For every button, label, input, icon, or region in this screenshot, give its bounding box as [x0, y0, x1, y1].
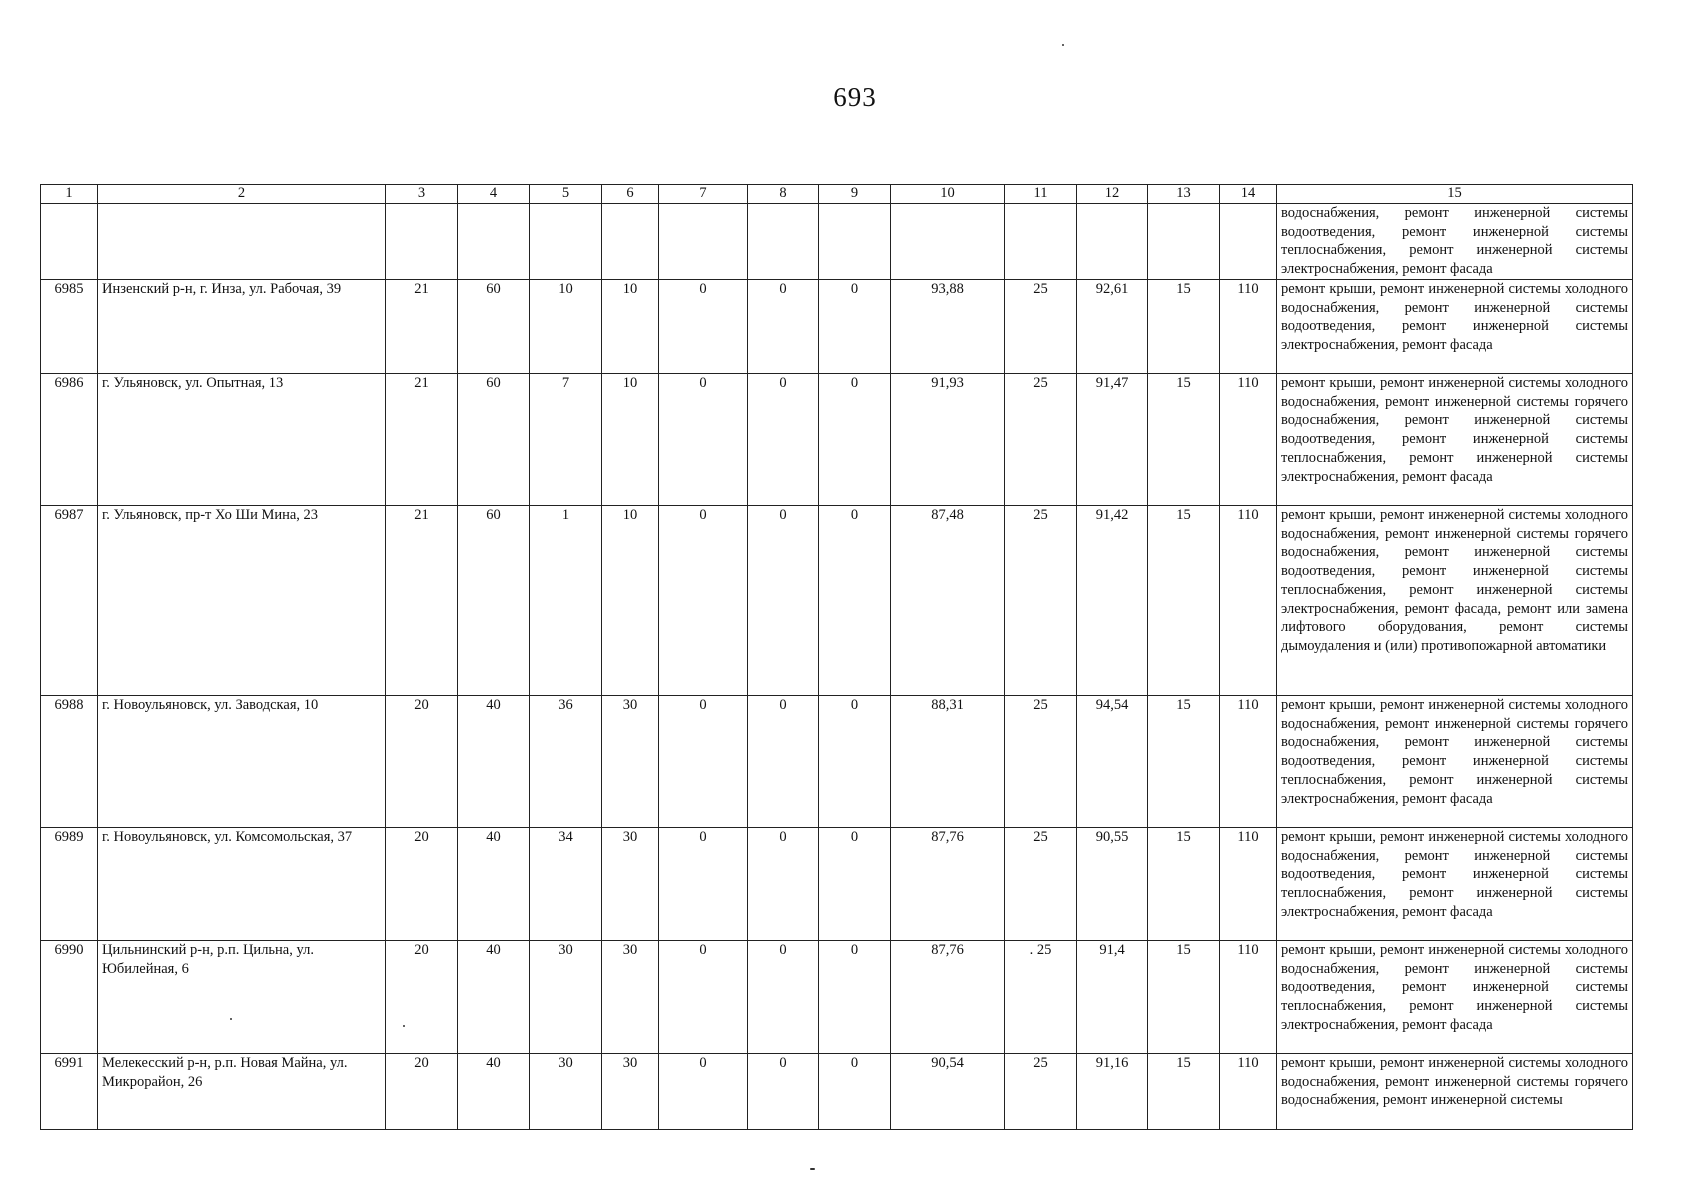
value-cell: 93,88	[891, 280, 1005, 374]
value-cell: 25	[1005, 506, 1077, 696]
works-cell: ремонт крыши, ремонт инженерной системы холодного водоснабжения, ремонт инженерной системы горячего водоснабжения, ремонт инженерной системы водоотведения, ремонт инженерной системы теплоснабжения, ремонт инженерной системы электроснабжения, ремонт фасада, ремонт или замена лифтового оборудования, ремонт системы дымоудаления и (или) противопожарной автоматики	[1277, 506, 1633, 696]
value-cell: 91,4	[1077, 941, 1148, 1054]
column-header: 11	[1005, 185, 1077, 204]
column-header: 7	[659, 185, 748, 204]
address-cell: г. Новоульяновск, ул. Заводская, 10	[98, 696, 386, 828]
value-cell: 30	[602, 941, 659, 1054]
value-cell: 20	[386, 696, 458, 828]
value-cell: 0	[819, 941, 891, 1054]
value-cell: 60	[458, 506, 530, 696]
row-id: 6991	[41, 1054, 98, 1130]
empty-cell	[458, 204, 530, 280]
value-cell: 30	[602, 696, 659, 828]
value-cell: 87,76	[891, 828, 1005, 941]
value-cell: 15	[1148, 828, 1220, 941]
value-cell: 0	[659, 506, 748, 696]
value-cell: 10	[530, 280, 602, 374]
value-cell: 0	[748, 374, 819, 506]
column-header: 2	[98, 185, 386, 204]
value-cell: 21	[386, 280, 458, 374]
value-cell: 90,55	[1077, 828, 1148, 941]
row-id: 6989	[41, 828, 98, 941]
empty-cell	[659, 204, 748, 280]
value-cell: 0	[748, 280, 819, 374]
value-cell: 40	[458, 941, 530, 1054]
value-cell: 87,76	[891, 941, 1005, 1054]
value-cell: 40	[458, 828, 530, 941]
row-id: 6986	[41, 374, 98, 506]
address-cell: Инзенский р-н, г. Инза, ул. Рабочая, 39	[98, 280, 386, 374]
value-cell: 21	[386, 374, 458, 506]
column-header: 10	[891, 185, 1005, 204]
value-cell: 40	[458, 696, 530, 828]
value-cell: 0	[659, 280, 748, 374]
table-row	[41, 374, 1633, 506]
value-cell: 0	[748, 1054, 819, 1130]
table-row	[41, 828, 1633, 941]
table-row	[41, 941, 1633, 1054]
value-cell: 20	[386, 828, 458, 941]
value-cell: 25	[1005, 1054, 1077, 1130]
value-cell: 91,93	[891, 374, 1005, 506]
value-cell: 10	[602, 374, 659, 506]
value-cell: 0	[819, 280, 891, 374]
value-cell: 110	[1220, 1054, 1277, 1130]
address-cell: г. Ульяновск, ул. Опытная, 13	[98, 374, 386, 506]
value-cell: 21	[386, 506, 458, 696]
empty-cell	[98, 204, 386, 280]
scan-speck	[230, 1018, 232, 1020]
works-cell: ремонт крыши, ремонт инженерной системы холодного водоснабжения, ремонт инженерной системы водоотведения, ремонт инженерной системы электроснабжения, ремонт фасада	[1277, 280, 1633, 374]
value-cell: 30	[530, 1054, 602, 1130]
value-cell: 15	[1148, 506, 1220, 696]
address-cell: Цильнинский р-н, р.п. Цильна, ул. Юбилейная, 6	[98, 941, 386, 1054]
value-cell: 30	[602, 1054, 659, 1130]
value-cell: 0	[819, 374, 891, 506]
column-header: 3	[386, 185, 458, 204]
row-id: 6985	[41, 280, 98, 374]
value-cell: 0	[659, 696, 748, 828]
works-cell: ремонт крыши, ремонт инженерной системы холодного водоснабжения, ремонт инженерной системы водоотведения, ремонт инженерной системы теплоснабжения, ремонт инженерной системы электроснабжения, ремонт фасада	[1277, 941, 1633, 1054]
address-cell: г. Новоульяновск, ул. Комсомольская, 37	[98, 828, 386, 941]
value-cell: 88,31	[891, 696, 1005, 828]
value-cell: 92,61	[1077, 280, 1148, 374]
value-cell: 7	[530, 374, 602, 506]
column-header: 12	[1077, 185, 1148, 204]
value-cell: 60	[458, 280, 530, 374]
value-cell: 25	[1005, 374, 1077, 506]
works-cell: водоснабжения, ремонт инженерной системы водоотведения, ремонт инженерной системы теплоснабжения, ремонт инженерной системы электроснабжения, ремонт фасада	[1277, 204, 1633, 280]
value-cell: 0	[748, 828, 819, 941]
value-cell: 91,16	[1077, 1054, 1148, 1130]
column-header: 14	[1220, 185, 1277, 204]
works-cell: ремонт крыши, ремонт инженерной системы холодного водоснабжения, ремонт инженерной системы горячего водоснабжения, ремонт инженерной системы водоотведения, ремонт инженерной системы теплоснабжения, ремонт инженерной системы электроснабжения, ремонт фасада	[1277, 696, 1633, 828]
value-cell: 30	[530, 941, 602, 1054]
value-cell: 15	[1148, 941, 1220, 1054]
column-header: 5	[530, 185, 602, 204]
value-cell: 15	[1148, 374, 1220, 506]
column-header: 1	[41, 185, 98, 204]
empty-cell	[530, 204, 602, 280]
value-cell: 87,48	[891, 506, 1005, 696]
column-header: 6	[602, 185, 659, 204]
value-cell: 10	[602, 280, 659, 374]
empty-cell	[1005, 204, 1077, 280]
value-cell: 0	[659, 1054, 748, 1130]
scan-speck	[810, 1168, 815, 1170]
table-row	[41, 696, 1633, 828]
value-cell: 10	[602, 506, 659, 696]
value-cell: 0	[748, 941, 819, 1054]
value-cell: 91,42	[1077, 506, 1148, 696]
table-row-continuation	[41, 204, 1633, 280]
empty-cell	[891, 204, 1005, 280]
works-cell: ремонт крыши, ремонт инженерной системы холодного водоснабжения, ремонт инженерной системы горячего водоснабжения, ремонт инженерной системы водоотведения, ремонт инженерной системы теплоснабжения, ремонт инженерной системы электроснабжения, ремонт фасада	[1277, 374, 1633, 506]
value-cell: 110	[1220, 374, 1277, 506]
value-cell: 30	[602, 828, 659, 941]
scan-speck	[403, 1025, 405, 1027]
page-number: 693	[833, 82, 877, 112]
value-cell: 0	[659, 828, 748, 941]
row-id: 6987	[41, 506, 98, 696]
value-cell: 15	[1148, 1054, 1220, 1130]
value-cell: 34	[530, 828, 602, 941]
empty-cell	[748, 204, 819, 280]
row-id: 6988	[41, 696, 98, 828]
value-cell: 90,54	[891, 1054, 1005, 1130]
column-header: 4	[458, 185, 530, 204]
value-cell: 20	[386, 941, 458, 1054]
column-header: 13	[1148, 185, 1220, 204]
scan-speck	[1062, 44, 1064, 46]
value-cell: 20	[386, 1054, 458, 1130]
works-cell: ремонт крыши, ремонт инженерной системы холодного водоснабжения, ремонт инженерной системы водоотведения, ремонт инженерной системы теплоснабжения, ремонт инженерной системы электроснабжения, ремонт фасада	[1277, 828, 1633, 941]
value-cell: 1	[530, 506, 602, 696]
value-cell: 0	[819, 506, 891, 696]
value-cell: 110	[1220, 280, 1277, 374]
empty-cell	[1077, 204, 1148, 280]
empty-cell	[1220, 204, 1277, 280]
column-number-row	[41, 185, 1633, 204]
value-cell: 0	[819, 1054, 891, 1130]
value-cell: 0	[819, 828, 891, 941]
value-cell: . 25	[1005, 941, 1077, 1054]
value-cell: 0	[659, 374, 748, 506]
value-cell: 94,54	[1077, 696, 1148, 828]
column-header: 9	[819, 185, 891, 204]
value-cell: 25	[1005, 696, 1077, 828]
empty-cell	[386, 204, 458, 280]
address-cell: Мелекесский р-н, р.п. Новая Майна, ул. Микрорайон, 26	[98, 1054, 386, 1130]
value-cell: 40	[458, 1054, 530, 1130]
table-row	[41, 280, 1633, 374]
value-cell: 60	[458, 374, 530, 506]
value-cell: 110	[1220, 506, 1277, 696]
value-cell: 91,47	[1077, 374, 1148, 506]
value-cell: 110	[1220, 696, 1277, 828]
registry-table	[40, 184, 1633, 1130]
value-cell: 110	[1220, 828, 1277, 941]
value-cell: 0	[659, 941, 748, 1054]
value-cell: 0	[748, 696, 819, 828]
value-cell: 0	[748, 506, 819, 696]
column-header: 8	[748, 185, 819, 204]
empty-cell	[1148, 204, 1220, 280]
value-cell: 0	[819, 696, 891, 828]
works-cell: ремонт крыши, ремонт инженерной системы холодного водоснабжения, ремонт инженерной системы горячего водоснабжения, ремонт инженерной системы	[1277, 1054, 1633, 1130]
empty-cell	[41, 204, 98, 280]
table-row	[41, 1054, 1633, 1130]
value-cell: 25	[1005, 828, 1077, 941]
value-cell: 15	[1148, 696, 1220, 828]
value-cell: 110	[1220, 941, 1277, 1054]
address-cell: г. Ульяновск, пр-т Хо Ши Мина, 23	[98, 506, 386, 696]
table-row	[41, 506, 1633, 696]
value-cell: 25	[1005, 280, 1077, 374]
value-cell: 36	[530, 696, 602, 828]
column-header: 15	[1277, 185, 1633, 204]
empty-cell	[819, 204, 891, 280]
row-id: 6990	[41, 941, 98, 1054]
value-cell: 15	[1148, 280, 1220, 374]
empty-cell	[602, 204, 659, 280]
